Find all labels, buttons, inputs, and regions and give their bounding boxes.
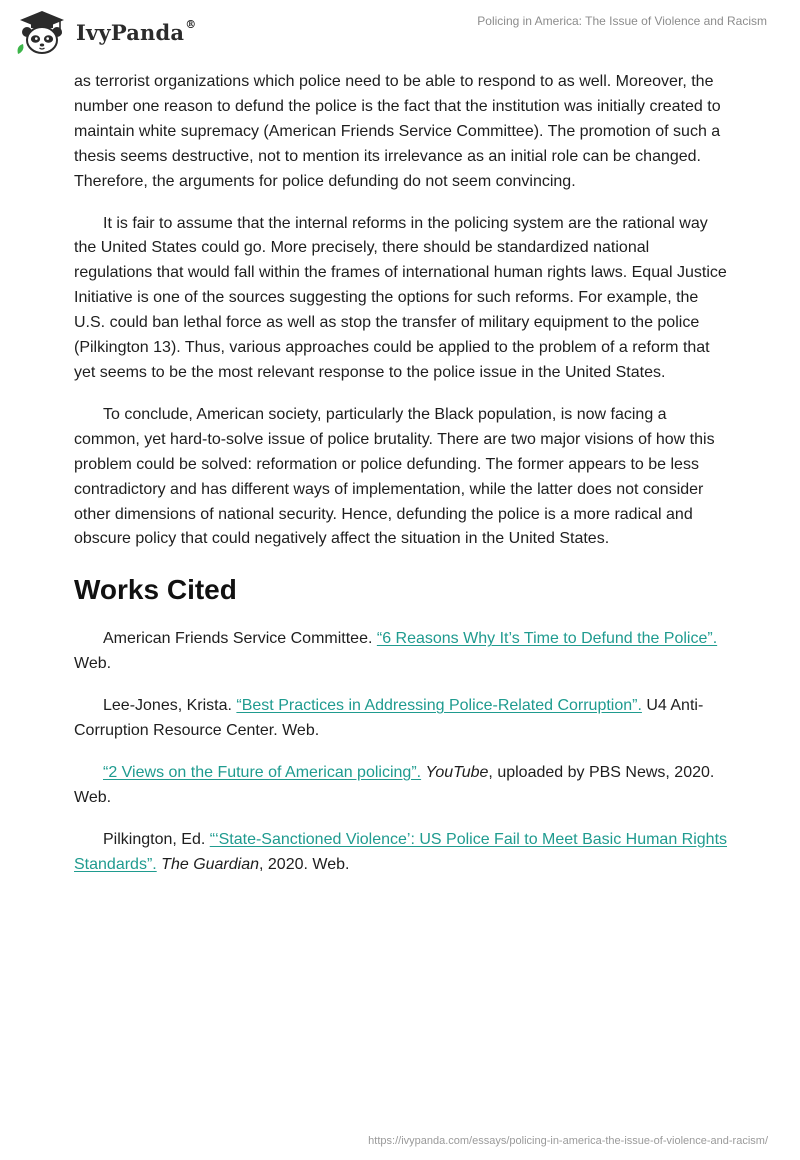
citation-link[interactable]: “‘State-Sanctioned Violence’: US Police Fail to Meet Basic Human Rights Standards”. [74,830,728,873]
citation-suffix: , 2020. Web. [259,855,350,873]
ivypanda-logo[interactable] [14,8,197,56]
citation-suffix: , uploaded by PBS News, 2020. Web. [74,763,715,806]
body-paragraph: as terrorist organizations which police need to be able to respond to as well. Moreover, the number one reason to defund the police is the fact that the institution was initially created to maintain white supremacy (American Friends Service Committee). The promotion of such a thesis seems destructive, not to mention its irrelevance as an initial role can be changed. Therefore, the arguments for police defunding do not seem convincing. [74,73,721,190]
citation-link[interactable]: “2 Views on the Future of American policing”. [103,763,422,781]
citation-suffix: Web. [74,655,112,673]
citation-source: YouTube [425,763,489,781]
citation-author: Pilkington, Ed. [103,830,210,848]
body-paragraph: It is fair to assume that the internal reforms in the policing system are the rational way the United States could go. More precisely, there should be standardized national regulations that would fall within the frames of international human rights laws. Equal Justice Initiative is one of the sources suggesting the options for such reforms. For example, the U.S. could ban lethal force as well as stop the transfer of military equipment to the police (Pilkington 13). Thus, various approaches could be applied to the problem of a reform that yet seems to be the most relevant response to the police issue in the United States. [74,214,727,381]
citation-link[interactable]: “Best Practices in Addressing Police-Related Corruption”. [236,697,642,715]
citation-author: American Friends Service Committee. [103,630,377,648]
panda-graduate-logo-icon [14,8,70,56]
body-paragraph: To conclude, American society, particularly the Black population, is now facing a common, yet hard-to-solve issue of police brutality. There are two major visions of how this problem could be solved: reformation or police defunding. The former appears to be less contradictory and has different ways of implementation, while the latter does not consider other dimensions of national security. Hence, defunding the police is a more radical and obscure policy that could negatively affect the situation in the United States. [74,405,715,548]
citation-author: Lee-Jones, Krista. [103,697,237,715]
page-header [0,0,800,68]
brand-name: IvyPanda® [76,17,197,45]
document-title: Policing in America: The Issue of Violence and Racism [477,14,767,28]
citation-entry [74,828,730,878]
works-cited-heading: Works Cited [74,574,237,606]
citation-link[interactable]: “6 Reasons Why It’s Time to Defund the Police”. [376,630,718,648]
essay-content [74,70,730,895]
citation-suffix: U4 Anti-Corruption Resource Center. Web. [74,697,704,740]
citation-entry [74,627,730,677]
source-url: https://ivypanda.com/essays/policing-in-america-the-issue-of-violence-and-racism/ [368,1135,768,1147]
citation-entry [74,761,730,811]
citation-entry [74,694,730,744]
citation-source: The Guardian [161,855,260,873]
